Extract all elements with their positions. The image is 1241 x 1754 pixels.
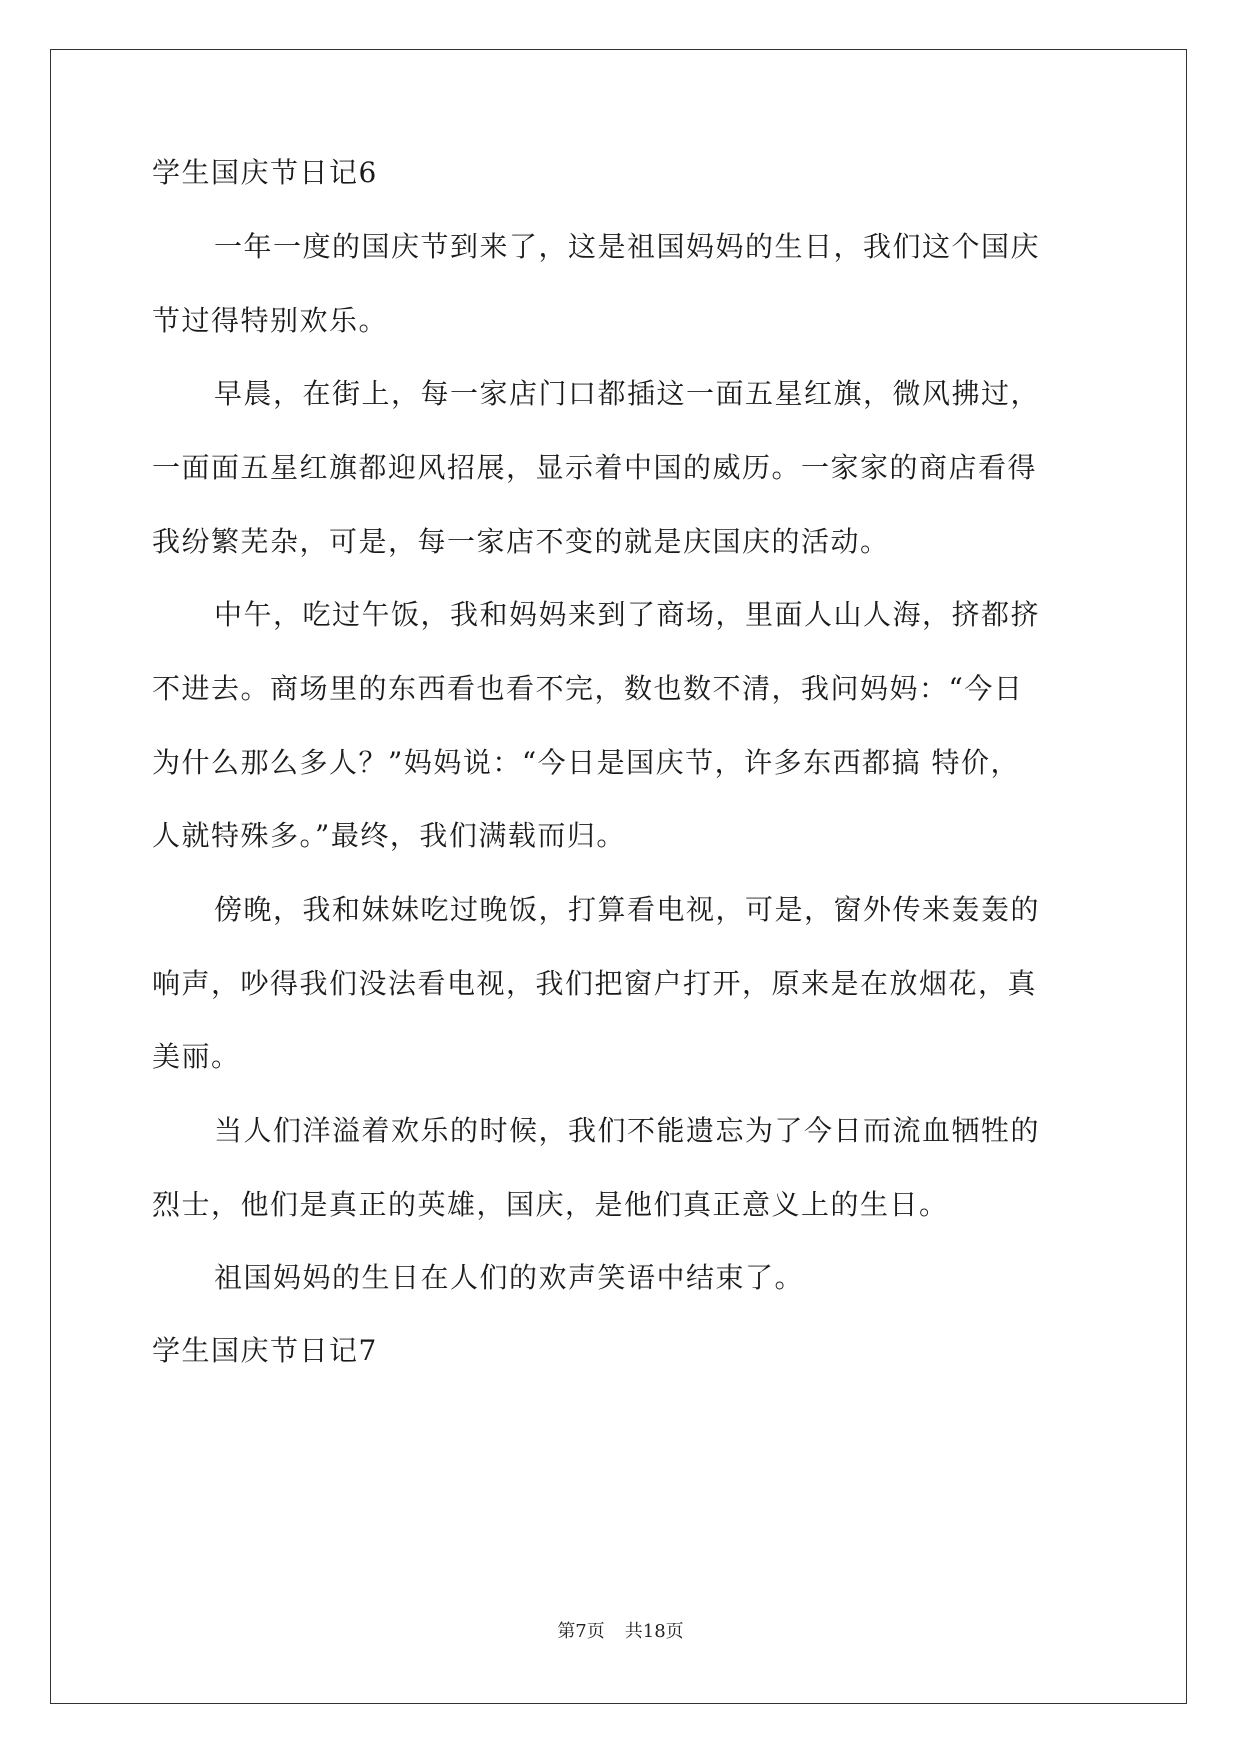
total-pages: 共18页 — [624, 1621, 684, 1642]
section-title-7: 学生国庆节日记7 — [152, 1334, 378, 1367]
page-number: 第7页 — [557, 1621, 605, 1642]
page-border — [50, 49, 1187, 1704]
paragraph-3-line-4: 人就特殊多。”最终，我们满载而归。 — [152, 819, 626, 852]
paragraph-1-line-2: 节过得特别欢乐。 — [152, 304, 389, 337]
paragraph-6-line-1: 祖国妈妈的生日在人们的欢声笑语中结束了。 — [214, 1261, 805, 1294]
paragraph-2-line-2: 一面面五星红旗都迎风招展，显示着中国的威历。一家家的商店看得 — [152, 451, 1038, 484]
paragraph-1-line-1: 一年一度的国庆节到来了，这是祖国妈妈的生日，我们这个国庆 — [214, 230, 1041, 263]
paragraph-2-line-3: 我纷繁芜杂，可是，每一家店不变的就是庆国庆的活动。 — [152, 525, 890, 558]
paragraph-3-line-2: 不进去。商场里的东西看也看不完，数也数不清，我问妈妈：“今日 — [152, 672, 1024, 705]
page-footer — [0, 1620, 1241, 1644]
paragraph-5-line-2: 烈士，他们是真正的英雄，国庆，是他们真正意义上的生日。 — [152, 1188, 949, 1221]
paragraph-3-line-3: 为什么那么多人？”妈妈说：“今日是国庆节，许多东西都搞 特价， — [152, 746, 1021, 779]
paragraph-2-line-1: 早晨，在街上，每一家店门口都插这一面五星红旗，微风拂过， — [214, 377, 1041, 410]
section-title-6: 学生国庆节日记6 — [152, 156, 378, 189]
paragraph-4-line-2: 响声，吵得我们没法看电视，我们把窗户打开，原来是在放烟花，真 — [152, 967, 1038, 1000]
paragraph-3-line-1: 中午，吃过午饭，我和妈妈来到了商场，里面人山人海，挤都挤 — [214, 598, 1041, 631]
paragraph-5-line-1: 当人们洋溢着欢乐的时候，我们不能遗忘为了今日而流血牺牲的 — [214, 1114, 1041, 1147]
paragraph-4-line-3: 美丽。 — [152, 1040, 241, 1073]
paragraph-4-line-1: 傍晚，我和妹妹吃过晚饭，打算看电视，可是，窗外传来轰轰的 — [214, 893, 1041, 926]
